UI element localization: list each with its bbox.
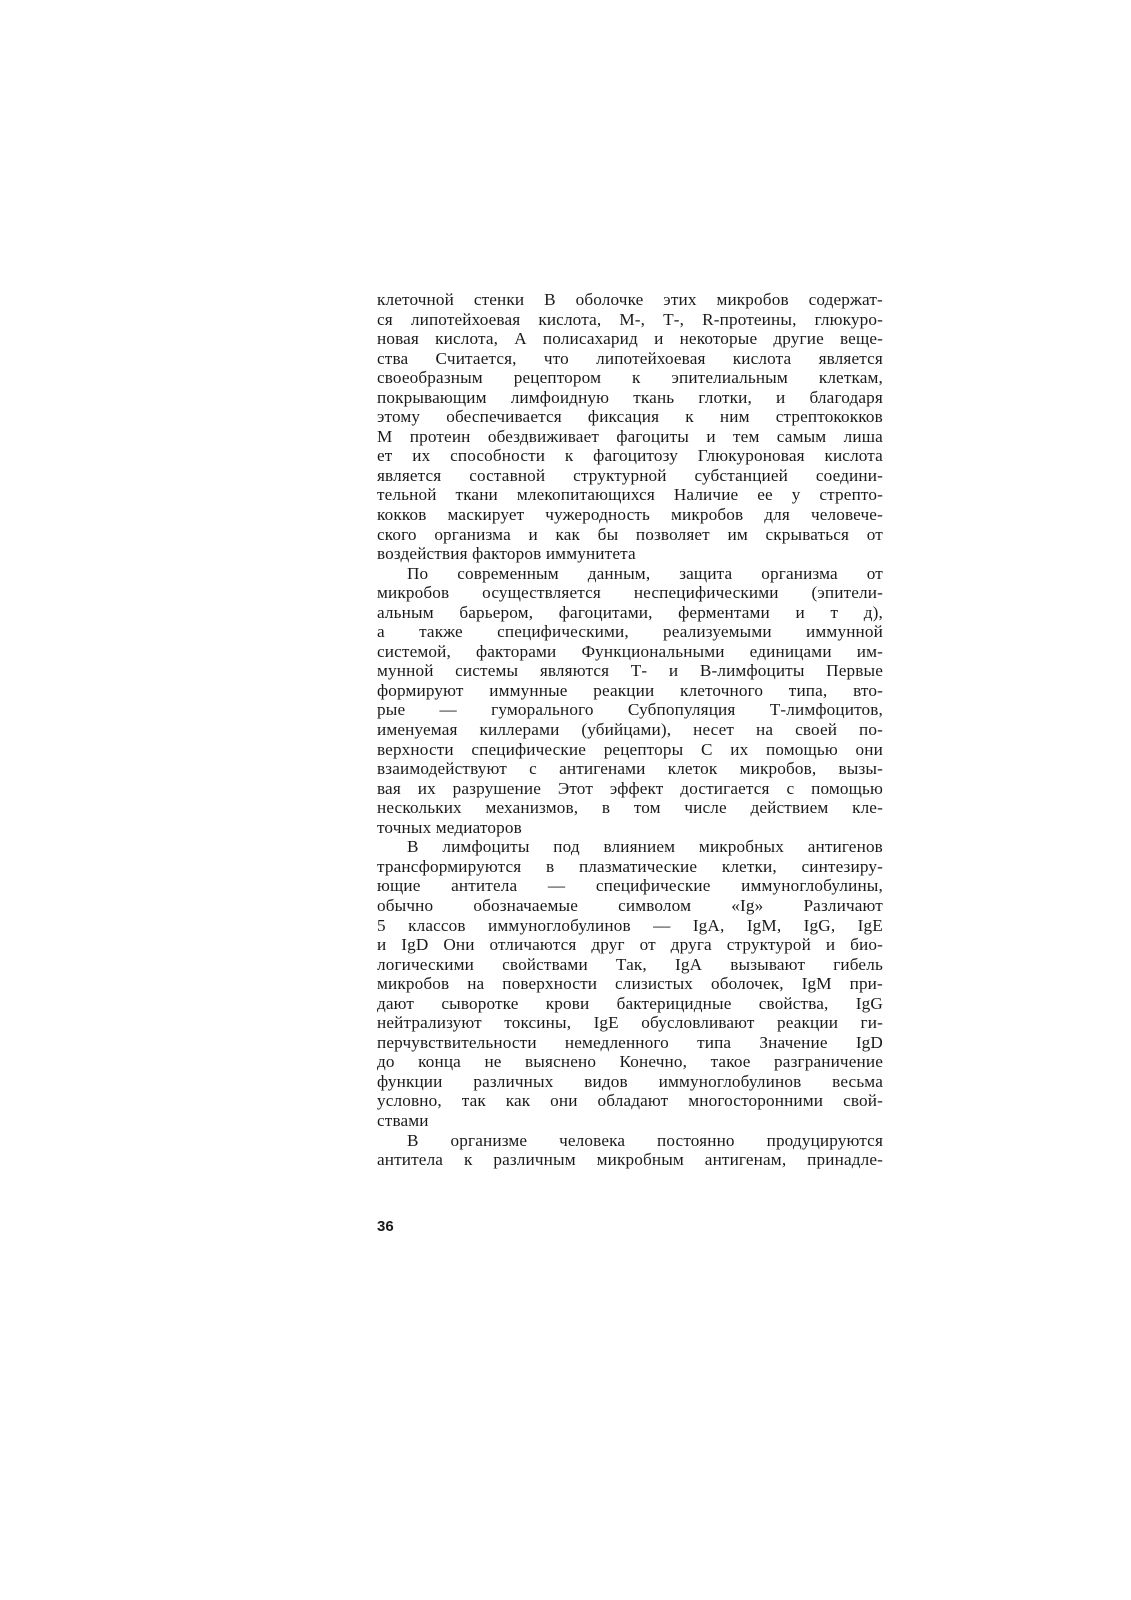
text-line: функции различных видов иммуноглобулинов весьма: [377, 1071, 883, 1091]
paragraph: [377, 837, 883, 1130]
text-line: тельной ткани млекопитающихся Наличие ее у стрепто-: [377, 485, 883, 505]
text-line: ского организма и как бы позволяет им скрываться от: [377, 524, 883, 544]
text-line: В организме человека постоянно продуцируются: [407, 1130, 883, 1150]
text-line: антитела к различным микробным антигенам, принадле-: [377, 1150, 883, 1170]
text-line: именуемая киллерами (убийцами), несет на своей по-: [377, 720, 883, 740]
text-line: этому обеспечивается фиксация к ним стрептококков: [377, 407, 883, 427]
text-line: микробов на поверхности слизистых оболочек, IgM при-: [377, 974, 883, 994]
text-line: ющие антитела — специфические иммуноглобулины,: [377, 876, 883, 896]
text-line: до конца не выяснено Конечно, такое разграничение: [377, 1052, 883, 1072]
text-line: условно, так как они обладают многосторонними свой-: [377, 1091, 883, 1111]
text-line: кокков маскирует чужеродность микробов для человече-: [377, 505, 883, 525]
text-line: М протеин обездвиживает фагоциты и тем самым лиша: [377, 426, 883, 446]
page-number: 36: [377, 1218, 394, 1235]
text-line: вая их разрушение Этот эффект достигается с помощью: [377, 778, 883, 798]
text-line: дают сыворотке крови бактерицидные свойства, IgG: [377, 993, 883, 1013]
text-line: а также специфическими, реализуемыми иммунной: [377, 622, 883, 642]
text-line: обычно обозначаемые символом «Ig» Различают: [377, 895, 883, 915]
paragraph: [377, 290, 883, 564]
text-line: системой, факторами Функциональными единицами им-: [377, 641, 883, 661]
text-line: своеобразным рецептором к эпителиальным клеткам,: [377, 368, 883, 388]
text-line: клеточной стенки В оболочке этих микробов содержат-: [377, 290, 883, 309]
text-line: ства Считается, что липотейхоевая кислота является: [377, 348, 883, 368]
text-line: новая кислота, А полисахарид и некоторые другие веще-: [377, 329, 883, 349]
text-line: альным барьером, фагоцитами, ферментами и т д),: [377, 602, 883, 622]
text-line: и IgD Они отличаются друг от друга структурой и био-: [377, 935, 883, 955]
text-line: является составной структурной субстанцией соедини-: [377, 465, 883, 485]
text-line: трансформируются в плазматические клетки, синтезиру-: [377, 856, 883, 876]
paragraph: [377, 1131, 883, 1170]
text-line: 5 классов иммуноглобулинов — IgA, IgM, IgG, IgE: [377, 915, 883, 935]
text-line: микробов осуществляется неспецифическими (эпители-: [377, 583, 883, 603]
text-line: рые — гуморального Субпопуляция Т-лимфоцитов,: [377, 700, 883, 720]
text-line: логическими свойствами Так, IgA вызывают гибель: [377, 954, 883, 974]
text-line: нейтрализуют токсины, IgE обусловливают реакции ги-: [377, 1013, 883, 1033]
text-line: В лимфоциты под влиянием микробных антигенов: [407, 837, 883, 857]
text-line: верхности специфические рецепторы С их помощью они: [377, 739, 883, 759]
text-line: формируют иммунные реакции клеточного типа, вто-: [377, 680, 883, 700]
text-line: взаимодействуют с антигенами клеток микробов, вызы-: [377, 759, 883, 779]
text-line: мунной системы являются Т- и В-лимфоциты Первые: [377, 661, 883, 681]
text-line: нескольких механизмов, в том числе действием кле-: [377, 798, 883, 818]
text-line: перчувствительности немедленного типа Значение IgD: [377, 1032, 883, 1052]
page-text-block: [377, 290, 883, 1170]
text-line: ся липотейхоевая кислота, М-, Т-, R-протеины, глюкуро-: [377, 309, 883, 329]
text-line: ствами: [377, 1110, 429, 1130]
text-line: точных медиаторов: [377, 817, 522, 837]
paragraph: [377, 564, 883, 838]
text-line: По современным данным, защита организма от: [407, 563, 883, 583]
text-line: покрывающим лимфоидную ткань глотки, и благодаря: [377, 387, 883, 407]
text-line: воздействия факторов иммунитета: [377, 544, 636, 564]
text-line: ет их способности к фагоцитозу Глюкуроновая кислота: [377, 446, 883, 466]
